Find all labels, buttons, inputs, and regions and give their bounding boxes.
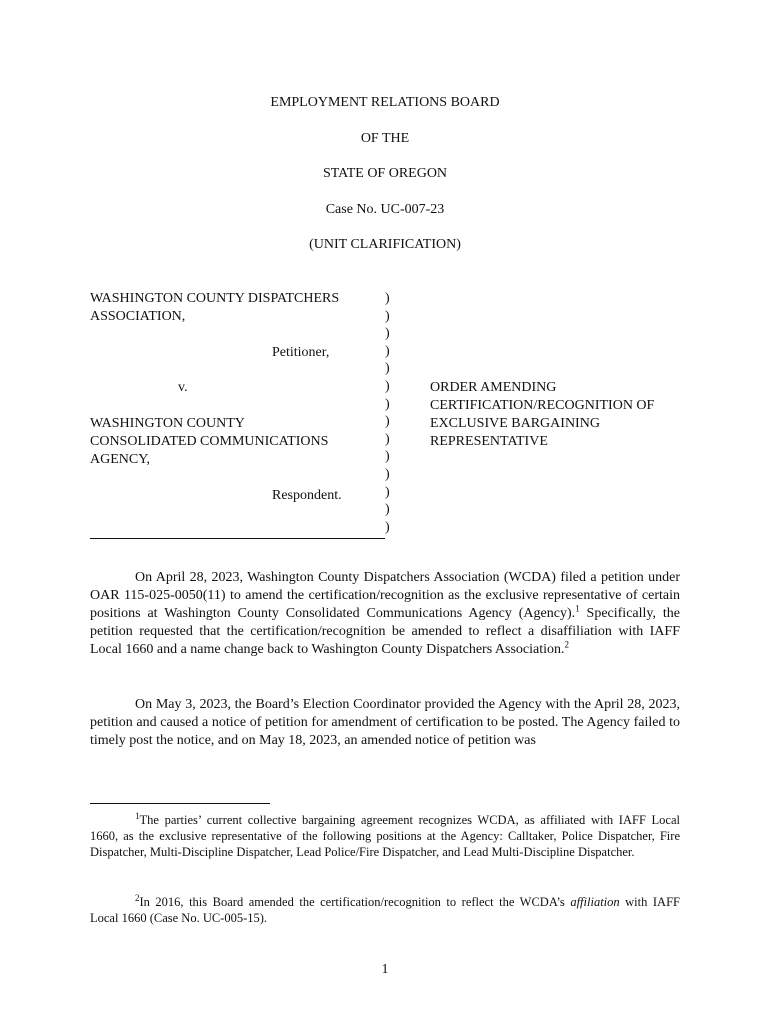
footnote-2-emphasis: affiliation: [570, 895, 620, 909]
footnote-2: [90, 894, 680, 926]
petitioner-name-line-1: WASHINGTON COUNTY DISPATCHERS: [90, 291, 340, 306]
versus: v.: [178, 380, 188, 395]
footnote-ref-1[interactable]: 1: [575, 603, 580, 614]
petitioner-role: Petitioner,: [272, 345, 330, 360]
body-paragraph-2: On May 3, 2023, the Board’s Election Coordinator provided the Agency with the April 28, 2023, petition and caused a notice of petition for amendment of certification to be posted. The Agency failed to timely post the notice, and on May 18, 2023, an amended notice of petition was: [90, 697, 680, 748]
case-number: Case No. UC-007-23: [325, 202, 445, 217]
body-paragraph-1: [90, 569, 680, 659]
caption-parentheses: ) ) ) ) ) ) ) ) ) ) ) ) ) ): [385, 291, 390, 535]
footnote-1: [90, 812, 680, 860]
respondent-name-line-3: AGENCY,: [90, 452, 151, 467]
paragraph-1-text-b: Specifically, the petition requested that the certification/recognition be amended to reflect a disaffiliation with IAFF Local 1660 and a name change back to Washington County Dispatchers Association.: [90, 606, 680, 657]
board-title-of-the: OF THE: [360, 131, 410, 146]
footnote-2-text-b: with IAFF Local 1660 (Case No. UC-005-15).: [90, 895, 680, 925]
footnote-1-text: The parties’ current collective bargaining agreement recognizes WCDA, as affiliated with IAFF Local 1660, as the exclusive representative of the following positions at the Agency: Calltaker, Police Dispatcher, Fire Dispatcher, Multi-Discipline Dispatcher, Lead Police/Fire Dispatcher, and Lead Multi-Discipline Dispatcher.: [90, 813, 680, 859]
order-title: [430, 379, 700, 451]
footnote-1-mark: 1: [135, 810, 140, 821]
footnote-ref-2[interactable]: 2: [564, 639, 570, 650]
order-title-line-4: REPRESENTATIVE: [430, 434, 548, 449]
order-title-line-1: ORDER AMENDING: [430, 380, 557, 395]
respondent-role: Respondent.: [272, 488, 342, 503]
footnote-2-text-a: In 2016, this Board amended the certification/recognition to reflect the WCDA’s: [139, 895, 571, 909]
page-number: 1: [381, 962, 389, 977]
caption-underline: [90, 538, 385, 539]
footnote-separator: [90, 803, 270, 804]
footnote-2-mark: 2: [135, 892, 140, 903]
order-title-line-2: CERTIFICATION/RECOGNITION OF: [430, 398, 655, 413]
paragraph-1-text-a: On April 28, 2023, Washington County Dispatchers Association (WCDA) filed a petition under OAR 115-025-0050(11) to amend the certification/recognition as the exclusive representative of certain positions at Washington County Consolidated Communications Agency (Agency).: [90, 570, 680, 621]
petitioner-name-line-2: ASSOCIATION,: [90, 309, 186, 324]
order-title-line-3: EXCLUSIVE BARGAINING: [430, 416, 600, 431]
board-title: EMPLOYMENT RELATIONS BOARD: [270, 95, 500, 110]
respondent-name-line-1: WASHINGTON COUNTY: [90, 416, 245, 431]
case-type: (UNIT CLARIFICATION): [309, 237, 461, 252]
respondent-name-line-2: CONSOLIDATED COMMUNICATIONS: [90, 434, 329, 449]
state-title: STATE OF OREGON: [322, 166, 448, 181]
